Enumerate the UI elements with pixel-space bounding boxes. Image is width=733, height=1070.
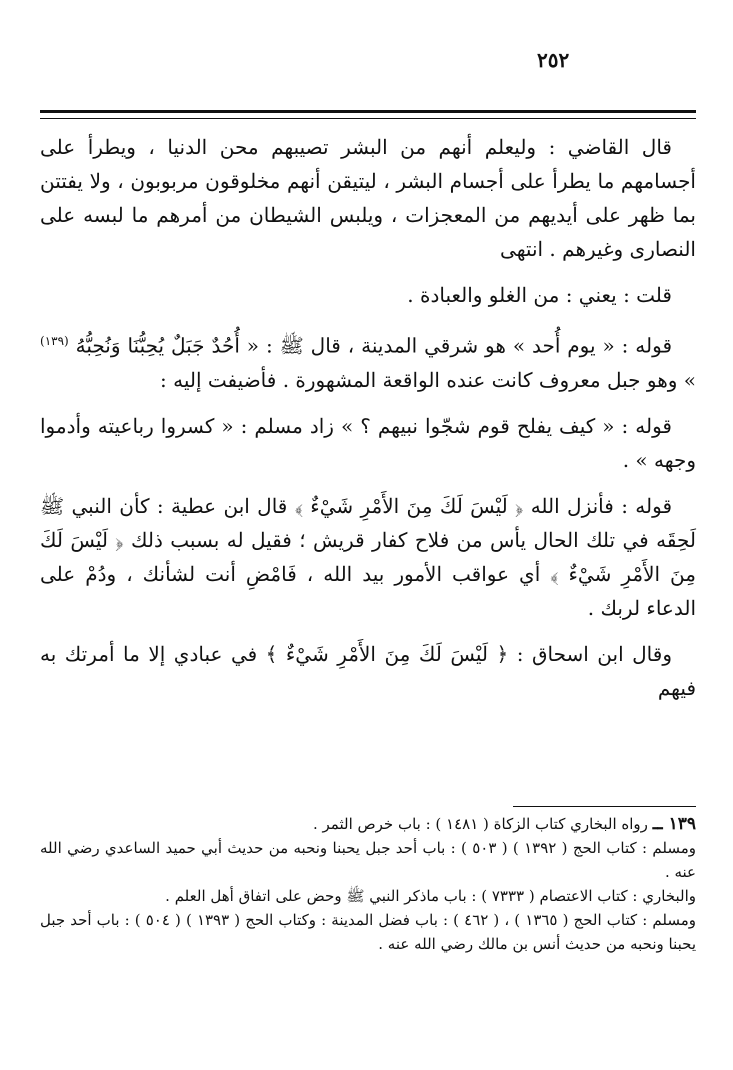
paragraph-uhud xyxy=(40,324,696,397)
paragraph-ibn-ishaq: وقال ابن اسحاق : ﴿ لَيْسَ لَكَ مِنَ الأَمْرِ شَيْءٌ ﴾ في عبادي إلا ما أمرتك به فيهم xyxy=(40,641,696,700)
footnote-line: ومسلم : كتاب الحج ( ١٣٦٥ ) ، ( ٤٦٢ ) : باب فضل المدينة : وكتاب الحج ( ١٣٩٣ ) ( ٥٠٤ ) : باب أحد جبل يحبنا ونحبه من حديث أنس بن مالك رضي الله عنه . xyxy=(40,911,696,953)
paragraph-kayfa: قوله : « كيف يفلح قوم شجّوا نبيهم ؟ » زاد مسلم : « كسروا رباعيته وأدموا وجهه » . xyxy=(40,413,696,472)
paragraph-fa-anzala: قوله : فأنزل الله ﴿ لَيْسَ لَكَ مِنَ الأَمْرِ شَيْءٌ ﴾ قال ابن عطية : كأن النبي ﷺ لَحِقَه في تلك الحال يأس من فلاح كفار قريش ؛ فقيل له بسبب ذلك ﴿ لَيْسَ لَكَ مِنَ الأَمْرِ شَيْءٌ ﴾ أي عواقب الأمور بيد الله ، فَامْضِ أنت لشأنك ، ودُمْ على الدعاء لربك . xyxy=(40,493,696,620)
footnote-text: رواه البخاري كتاب الزكاة ( ١٤٨١ ) : باب خرص الثمر . xyxy=(312,815,648,833)
paragraph-qultu: قلت : يعني : من الغلو والعبادة . xyxy=(407,283,672,307)
uhud-text-start: قوله : « يوم أُحد » هو شرقي المدينة ، قال ﷺ : « أُحُدٌ جَبَلٌ يُحِبُّنَا وَنُحِبُّهُ xyxy=(75,333,673,358)
footnote-line: ومسلم : كتاب الحج ( ١٣٩٢ ) ( ٥٠٣ ) : باب أحد جبل يحبنا ونحبه من حديث أبي حميد الساعدي رضي الله عنه . xyxy=(40,839,696,881)
footnotes xyxy=(40,812,696,956)
uhud-text-end: » وهو جبل معروف كانت عنده الواقعة المشهورة . فأضيفت إليه : xyxy=(160,367,696,392)
footnote-line: والبخاري : كتاب الاعتصام ( ٧٣٣٣ ) : باب ماذكر النبي ﷺ وحض على اتفاق أهل العلم . xyxy=(165,887,696,905)
header-rule-thick xyxy=(40,110,696,113)
page-number: ٢٥٢ xyxy=(537,48,570,72)
paragraph-qadi: قال القاضي : وليعلم أنهم من البشر تصيبهم محن الدنيا ، ويطرأ على أجسامهم ما يطرأ على أجسام البشر ، ليتيقن أنهم مخلوقون مربوبون ، ولا يفتتن بما ظهر على أيديهم من المعجزات ، ويلبس الشيطان من أمرهم ما لبسه على النصارى وغيرهم . انتهى xyxy=(40,135,696,261)
footnote-number: ١٣٩ ــ xyxy=(652,814,696,834)
header-rule-thin xyxy=(40,118,696,119)
footnote-reference: (١٣٩) xyxy=(40,334,69,348)
footnote-line xyxy=(40,812,696,836)
footnote-divider xyxy=(513,806,696,807)
main-text xyxy=(40,130,696,717)
